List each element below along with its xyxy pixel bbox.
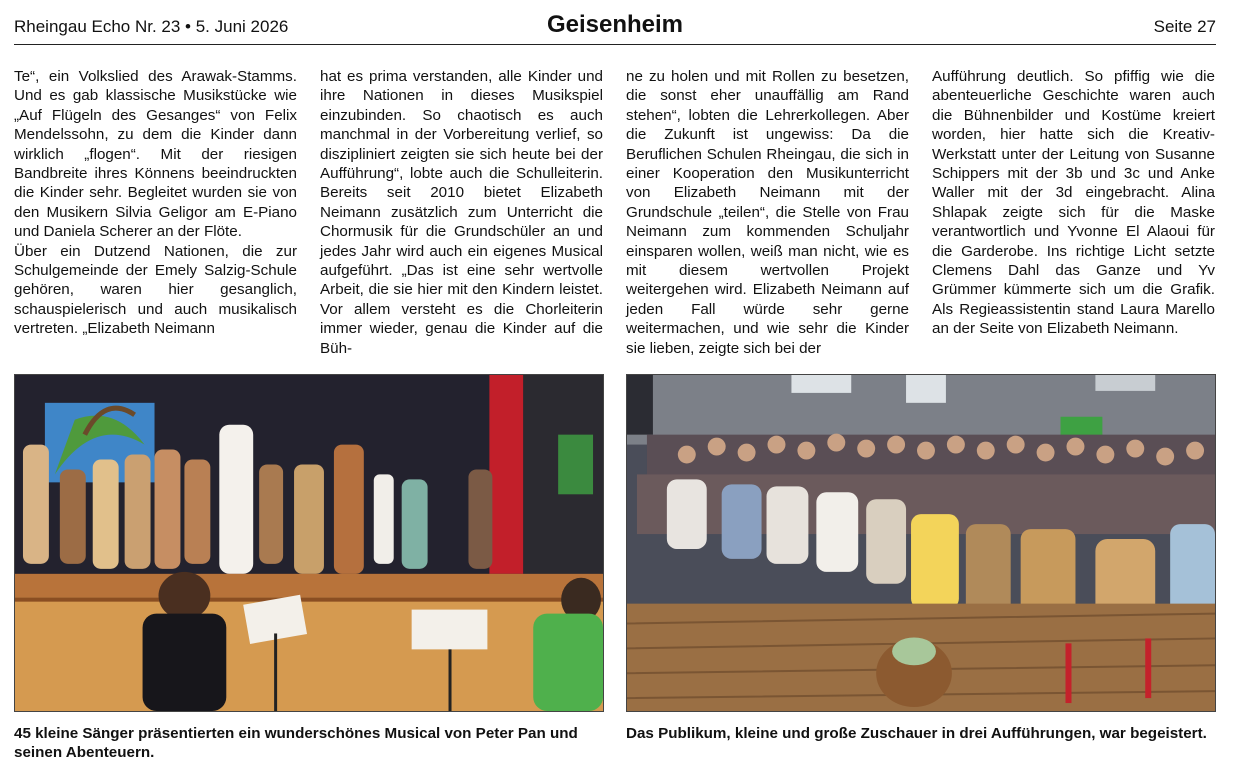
issue-info: Rheingau Echo Nr. 23 • 5. Juni 2026: [14, 17, 289, 36]
section-title: Geisenheim: [546, 11, 684, 38]
stage-photo-illustration: [15, 375, 603, 711]
stage-performance-photo: [14, 374, 604, 712]
photo-caption-2: Das Publikum, kleine und große Zuschauer in drei Aufführungen, war begeistert.: [626, 725, 1207, 742]
article-column-1: [14, 67, 297, 339]
article-column-4: [932, 67, 1215, 339]
photo-caption-1: 45 kleine Sänger präsentierten ein wunderschönes Musical von Peter Pan und seinen Abenteuern.: [14, 725, 578, 761]
paragraph: Te“, ein Volkslied des Arawak-Stamms. Und es gab klassische Musikstücke wie „Auf Flügeln des Gesanges“ von Felix Mendelssohn, zu dem die Kinder dann wirklich „flogen“. Mit der riesigen Bandbreite ihres Könnens beeindruckten die Kinder sehr. Begleitet wurden sie von den Musikern Silvia Geligor am E-Piano und Daniela Scherer an der Flöte.: [14, 68, 297, 241]
article-column-2: [320, 67, 603, 358]
audience-photo-illustration: [627, 375, 1215, 711]
paragraph: Aufführung deutlich. So pfiffig wie die abenteuerliche Geschichte waren auch die Bühnenbilder und Kostüme kreiert worden, hier hatte sich die Kreativ-Werkstatt unter der Leitung von Susanne Schippers mit der 3b und 3c und Anke Waller mit der 3d eingebracht. Alina Shlapak zeigte sich für die Maske verantwortlich und Yvonne El Alaoui für die Garderobe. Ins richtige Licht setzte Clemens Dahl das Ganze und Yv Grümmer kümmerte sich um die Grafik. Als Regieassistentin stand Laura Marello an der Seite von Elizabeth Neimann.: [932, 68, 1215, 338]
paragraph: Über ein Dutzend Nationen, die zur Schulgemeinde der Emely Salzig-Schule gehören, waren hier gesanglich, schauspielerisch und auch musikalisch vertreten. „Elizabeth Neimann: [14, 242, 297, 338]
page-number: Seite 27: [1153, 17, 1216, 36]
audience-photo: [626, 374, 1216, 712]
article-column-3: [626, 67, 909, 358]
paragraph: ne zu holen und mit Rollen zu besetzen, die sonst eher unauffällig am Rand stehen“, lobten die Lehrerkollegen. Aber die Zukunft ist ungewiss: Da die Beruflichen Schulen Rheingau, die sich in einer Kooperation den Musikunterricht von Elizabeth Neimann mit der Grundschule „teilen“, die Stelle von Frau Neimann zum kommenden Schuljahr einsparen wollen, weiß man nicht, wie es mit diesem wertvollen Projekt weitergehen wird. Elizabeth Neimann auf jeden Fall würde sehr gerne weitermachen, und wie sehr die Kinder sie lieben, zeigte sich bei der: [626, 68, 909, 357]
paragraph: hat es prima verstanden, alle Kinder und ihre Nationen in dieses Musikspiel einzubinden. So chaotisch es auch manchmal in der Vorbereitung verlief, so diszipliniert zeigten sie sich heute bei der Aufführung“, lobte auch die Schulleiterin. Bereits seit 2010 bietet Elizabeth Neimann zusätzlich zum Unterricht die Chormusik für die Grundschüler an und jedes Jahr wird auch ein eigenes Musical aufgeführt. „Das ist eine sehr wertvolle Arbeit, die sie hier mit den Kindern leistet. Vor allem versteht es die Chorleiterin immer wieder, genau die Kinder auf die Büh-: [320, 68, 603, 357]
page-header: [14, 10, 1216, 45]
